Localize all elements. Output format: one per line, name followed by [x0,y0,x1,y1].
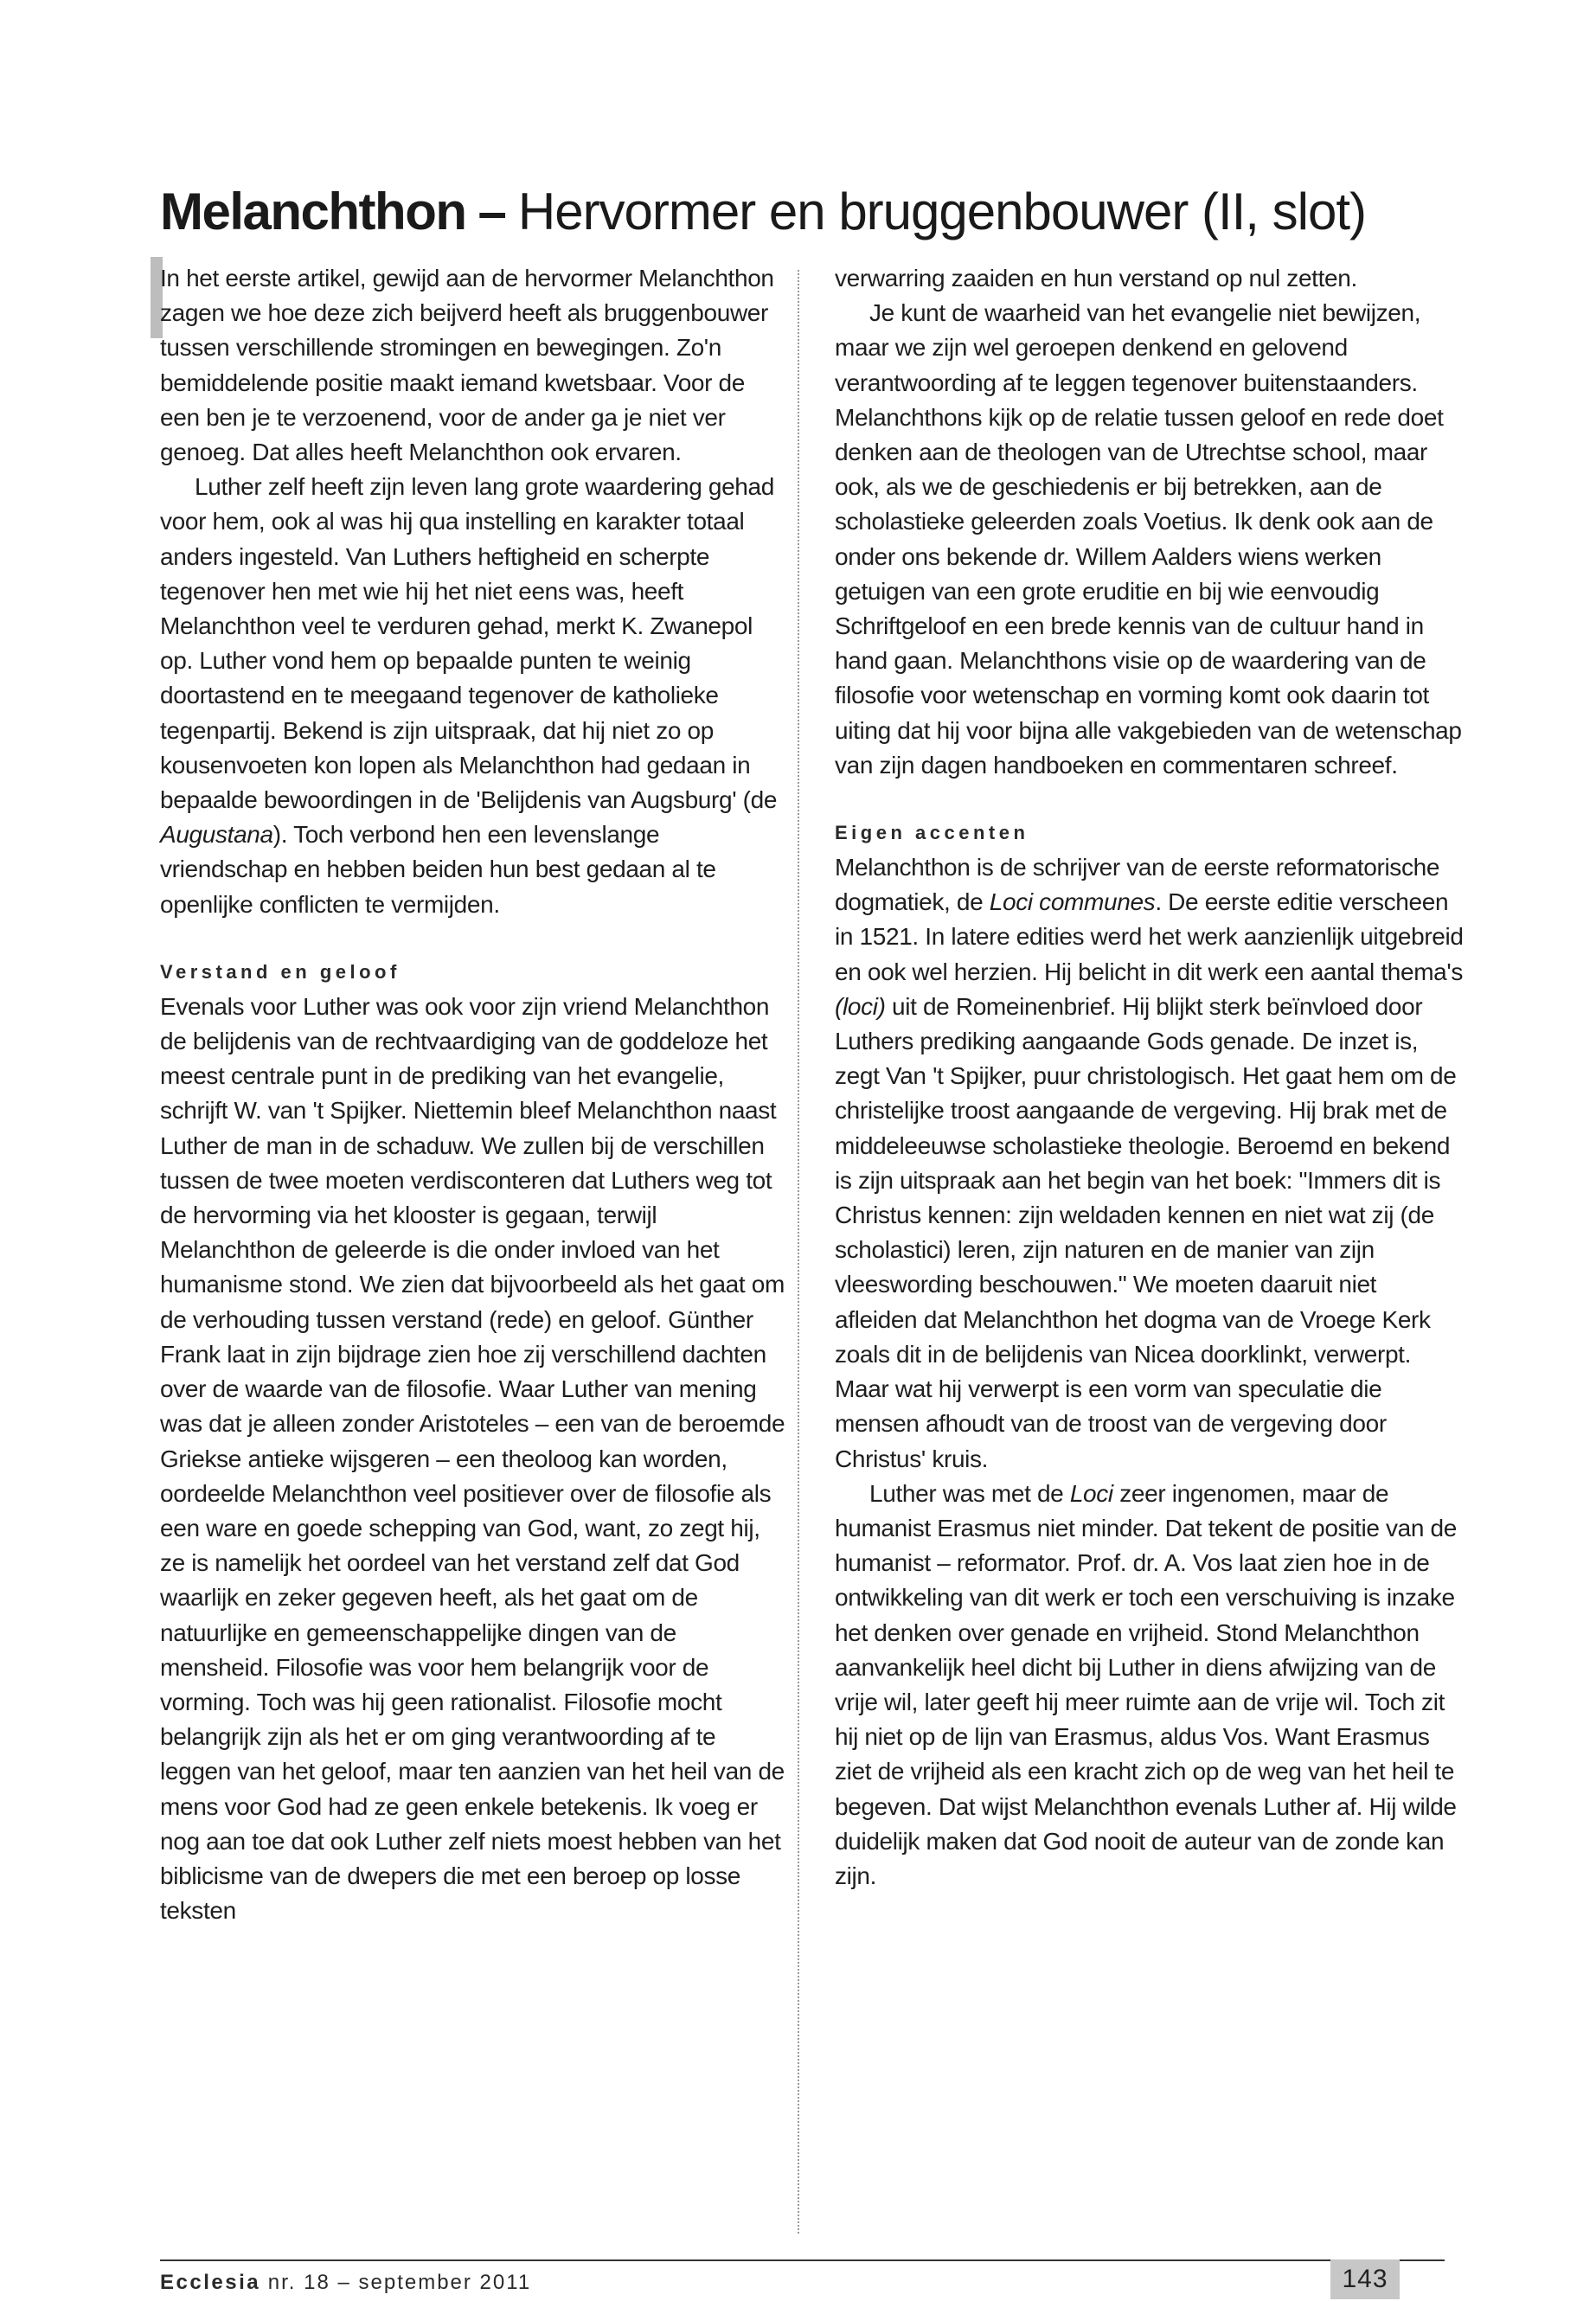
paragraph-intro: In het eerste artikel, gewijd aan de hervormer Melanchthon zagen we hoe deze zich beijverd heeft als bruggenbouwer tussen verschillende stromingen en bewegingen. Zo'n bemiddelende positie maakt iemand kwetsbaar. Voor de een ben je te verzoenend, voor de ander ga je niet ver genoeg. Dat alles heeft Melanchthon ook ervaren. [160,265,774,466]
right-column [835,261,1465,1894]
augustana-title: Augustana [160,821,273,849]
article-title-subtitle: Hervormer en bruggenbouwer (II, slot) [517,183,1366,240]
journal-name: Ecclesia [160,2271,261,2294]
paragraph-text: Melanchthon is de schrijver van de eerste reformatorische dogmatiek, de [835,854,1440,916]
paragraph-text: uit de Romeinenbrief. Hij blijkt sterk beïnvloed door Luthers prediking aangaande Gods genade. De inzet is, zegt Van 't Spijker, puur christologisch. Het gaat hem om de christelijke troost aangaande de vergeving. Hij brak met de middeleeuwse scholastieke theologie. Beroemd en bekend is zijn uitspraak aan het begin van het boek: "Immers dit is Christus kennen: zijn weldaden kennen en niet wat zij (de scholastici) leren, zijn naturen en de manier van zijn vleeswording beschouwen." We moeten daaruit niet afleiden dat Melanchthon het dogma van de Vroege Kerk zoals dit in de belijdenis van Nicea doorklinkt, verwerpt. Maar wat hij verwerpt is een vorm van speculatie die mensen afhoudt van de troost van de vergeving door Christus' kruis. [835,992,1457,1472]
paragraph-text: . De eerste editie verscheen in 1521. In latere edities werd het werk aanzienlijk uitgebreid en ook wel herzien. Hij belicht in dit werk een aantal thema's [835,888,1464,985]
paragraph-continuation: verwarring zaaiden en hun verstand op nul zetten. [835,265,1357,292]
column-divider [798,270,799,2234]
paragraph-waarheid-evangelie: Je kunt de waarheid van het evangelie niet bewijzen, maar we zijn wel geroepen denkend en gelovend verantwoording af te leggen tegenover buitenstaanders. Melanchthons kijk op de relatie tussen geloof en rede doet denken aan de theologen van de Utrechtse school, maar ook, als we de geschiedenis er bij betrekken, aan de scholastieke geleerden zoals Voetius. Ik denk ook aan de onder ons bekende dr. Willem Aalders wiens werken getuigen van een grote eruditie en bij wie eenvoudig Schriftgeloof en een brede kennis van de cultuur hand in hand gaan. Melanchthons visie op de waardering van de filosofie voor wetenschap en vorming komt ook daarin tot uiting dat hij voor bijna alle vakgebieden van de wetenschap van zijn dagen handboeken en commentaren schreef. [835,299,1462,779]
paragraph-text: Luther was met de [869,1479,1070,1507]
paragraph-luther-waardering [160,470,790,922]
paragraph-verstand-en-geloof: Evenals voor Luther was ook voor zijn vriend Melanchthon de belijdenis van de rechtvaardiging van de goddeloze het meest centrale punt in de prediking van het evangelie, schrijft W. van 't Spijker. Niettemin bleef Melanchthon naast Luther de man in de schaduw. We zullen bij de verschillen tussen de twee moeten verdisconteren dat Luthers weg tot de hervorming via het klooster is gegaan, terwijl Melanchthon de geleerde is die onder invloed van het humanisme stond. We zien dat bijvoorbeeld als het gaat om de verhouding tussen verstand (rede) en geloof. Günther Frank laat in zijn bijdrage zien hoe zij verschillend dachten over de waarde van de filosofie. Waar Luther van mening was dat je alleen zonder Aristoteles – een van de beroemde Griekse antieke wijsgeren – een theoloog kan worden, oordeelde Melanchthon veel positiever over de filosofie als een ware en goede schepping van God, want, zo zegt hij, ze is namelijk het oordeel van het verstand zelf dat God waarlijk en zeker gegeven heeft, als het gaat om de natuurlijke en gemeenschappelijke dingen van de mensheid. Filosofie was voor hem belangrijk voor de vorming. Toch was hij geen rationalist. Filosofie mocht belangrijk zijn als het er om ging verantwoording af te leggen van het geloof, maar ten aanzien van het heil van de mens voor God had ze geen enkele betekenis. Ik voeg er nog aan toe dat ook Luther zelf niets moest hebben van het biblicisme van de dwepers die met een beroep op losse teksten [160,992,785,1925]
paragraph-text: Luther zelf heeft zijn leven lang grote waardering gehad voor hem, ook al was hij qua instelling en karakter totaal anders ingesteld. Van Luthers heftigheid en scherpte tegenover hen met wie hij het niet eens was, heeft Melanchthon veel te verduren gehad, merkt K. Zwanepol op. Luther vond hem op bepaalde punten te weinig doortastend en te meegaand tegenover de katholieke tegenpartij. Bekend is zijn uitspraak, dat hij niet zo op kousenvoeten kon lopen als Melanchthon had gedaan in bepaalde bewoordingen in de 'Belijdenis van Augsburg' (de [160,473,778,814]
issue-info: nr. 18 – september 2011 [267,2271,532,2294]
paragraph-text: zeer ingenomen, maar de humanist Erasmus niet minder. Dat tekent de positie van de humanist – reformator. Prof. dr. A. Vos laat zien hoe in de ontwikkeling van dit werk er toch een verschuiving is inzake het denken over genade en vrijheid. Stond Melanchthon aanvankelijk heel dicht bij Luther in diens afwijzing van de vrije wil, later geeft hij meer ruimte aan de vrije wil. Toch zit hij niet op de lijn van Erasmus, aldus Vos. Want Erasmus ziet de vrijheid als een kracht zich op de weg van het heil te begeven. Dat wijst Melanchthon evenals Luther af. Hij wilde duidelijk maken dat God nooit de auteur van de zonde kan zijn. [835,1479,1457,1889]
page-number: 143 [1330,2259,1400,2299]
section-heading-eigen-accenten: Eigen accenten [835,822,1029,844]
paragraph-erasmus [835,1477,1465,1894]
loci-term: (loci) [835,992,886,1020]
article-title [160,177,1458,247]
loci-communes-title: Loci communes [989,888,1156,916]
article-title-dash: – [478,183,506,240]
left-column [160,261,790,1928]
footer-citation [160,2268,531,2298]
paragraph-loci-communes [835,850,1465,1477]
section-heading-verstand-en-geloof: Verstand en geloof [160,960,401,983]
loci-title: Loci [1069,1479,1113,1507]
paragraph-text: ). Toch verbond hen een levenslange vriendschap en hebben beiden hun best gedaan al te openlijke conflicten te vermijden. [160,821,716,918]
footer-rule [160,2259,1445,2261]
article-title-main: Melanchthon [160,183,466,240]
